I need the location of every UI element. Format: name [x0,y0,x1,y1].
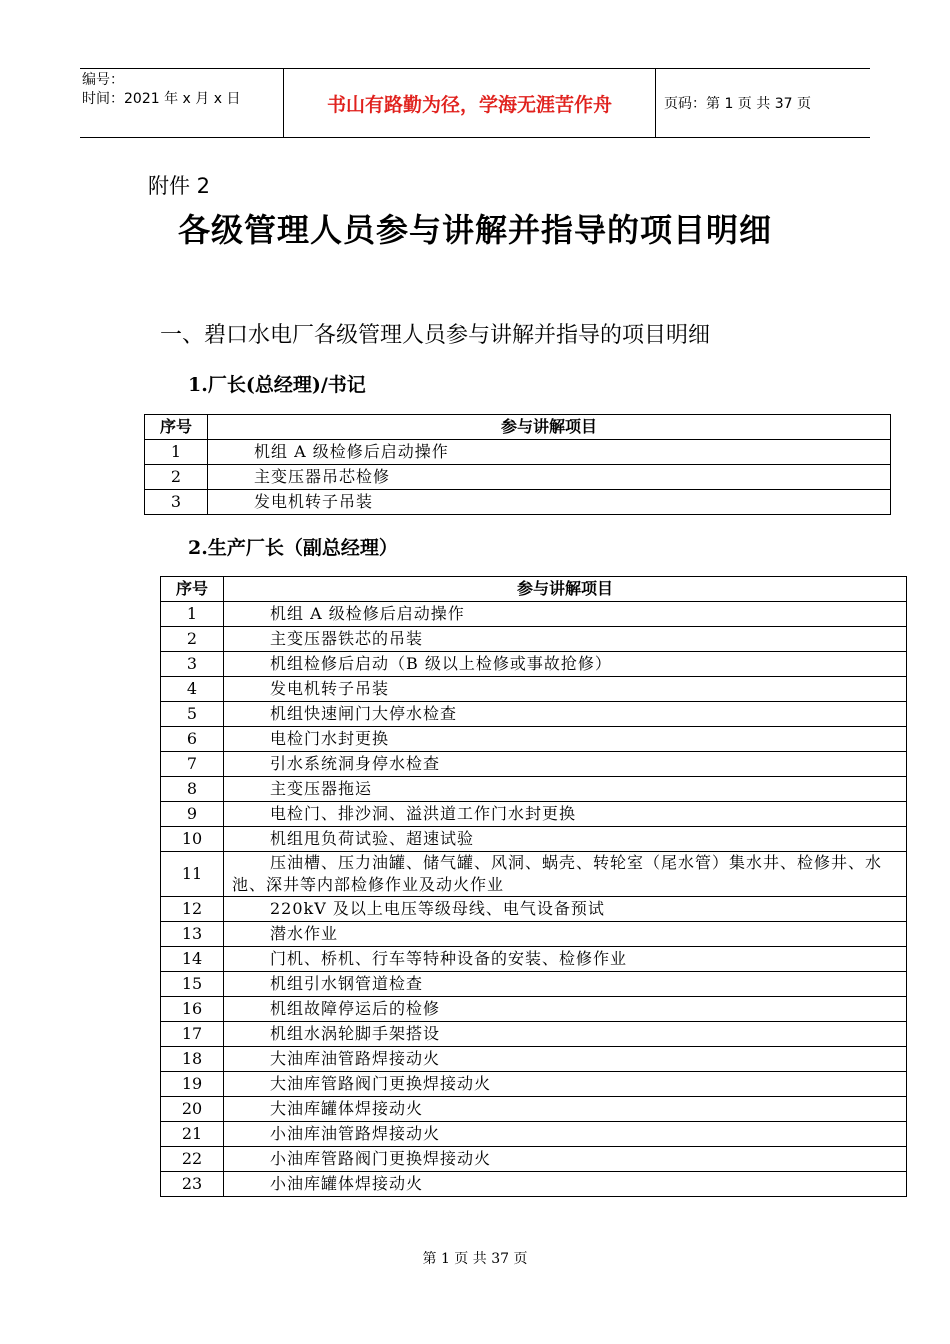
row-number: 14 [161,947,224,972]
table-header-row [161,577,907,602]
row-number: 2 [145,465,208,490]
table-row [161,777,907,802]
column-header-number: 序号 [145,415,208,440]
section-title: 一、碧口水电厂各级管理人员参与讲解并指导的项目明细 [160,323,711,348]
column-header-item: 参与讲解项目 [224,577,907,602]
row-number: 8 [161,777,224,802]
table-row [161,627,907,652]
row-number: 16 [161,997,224,1022]
table-row [161,1122,907,1147]
table-row [161,947,907,972]
table-row [161,1022,907,1047]
table-row [161,802,907,827]
table-row [161,752,907,777]
row-item: 机组快速闸门大停水检查 [224,702,907,727]
row-number: 13 [161,922,224,947]
row-item: 小油库罐体焊接动火 [224,1172,907,1197]
row-item: 主变压器铁芯的吊装 [224,627,907,652]
table-row [145,490,891,515]
row-item: 大油库罐体焊接动火 [224,1097,907,1122]
table-row [161,1172,907,1197]
row-number: 11 [161,852,224,897]
row-item: 压油槽、压力油罐、储气罐、风洞、蜗壳、转轮室（尾水管）集水井、检修井、水池、深井等内部检修作业及动火作业 [224,852,907,897]
row-number: 22 [161,1147,224,1172]
document-title: 各级管理人员参与讲解并指导的项目明细 [177,211,772,249]
row-item: 电检门、排沙洞、溢洪道工作门水封更换 [224,802,907,827]
table-production-director [160,576,907,1197]
table-row [161,852,907,897]
row-item: 220kV 及以上电压等级母线、电气设备预试 [224,897,907,922]
row-number: 6 [161,727,224,752]
table-row [161,652,907,677]
header-page-info: 页码：第 1 页 共 37 页 [664,96,811,112]
row-number: 12 [161,897,224,922]
table2-heading: 2.生产厂长（副总经理） [188,537,398,559]
row-number: 9 [161,802,224,827]
table-row [161,922,907,947]
row-item: 大油库油管路焊接动火 [224,1047,907,1072]
row-number: 1 [161,602,224,627]
row-item: 潜水作业 [224,922,907,947]
table-row [161,677,907,702]
page-header [80,68,870,138]
row-number: 4 [161,677,224,702]
row-item: 机组甩负荷试验、超速试验 [224,827,907,852]
row-number: 5 [161,702,224,727]
row-item: 发电机转子吊装 [224,677,907,702]
row-item: 小油库油管路焊接动火 [224,1122,907,1147]
table-row [161,702,907,727]
row-item: 机组水涡轮脚手架搭设 [224,1022,907,1047]
row-number: 10 [161,827,224,852]
table-row [161,897,907,922]
table1-heading: 1.厂长(总经理)/书记 [188,374,366,396]
row-item: 小油库管路阀门更换焊接动火 [224,1147,907,1172]
row-number: 3 [145,490,208,515]
row-number: 21 [161,1122,224,1147]
header-motto: 书山有路勤为径，学海无涯苦作舟 [283,69,656,137]
row-item: 发电机转子吊装 [208,490,891,515]
table-row [161,972,907,997]
row-item: 主变压器吊芯检修 [208,465,891,490]
row-number: 19 [161,1072,224,1097]
row-number: 3 [161,652,224,677]
row-number: 17 [161,1022,224,1047]
table-row [161,1072,907,1097]
document-number-label: 编号： [82,72,124,88]
annex-label: 附件 2 [148,174,211,198]
header-meta [82,71,282,109]
table-row [145,465,891,490]
row-number: 2 [161,627,224,652]
table-factory-director [144,414,891,515]
table-header-row [145,415,891,440]
document-time-label: 时间：2021 年 x 月 x 日 [82,91,241,107]
row-item: 门机、桥机、行车等特种设备的安装、检修作业 [224,947,907,972]
row-number: 20 [161,1097,224,1122]
row-item: 机组引水钢管道检查 [224,972,907,997]
table-row [161,827,907,852]
row-number: 15 [161,972,224,997]
table-row [145,440,891,465]
row-item: 主变压器拖运 [224,777,907,802]
row-number: 7 [161,752,224,777]
table-row [161,997,907,1022]
row-item: 电检门水封更换 [224,727,907,752]
row-number: 23 [161,1172,224,1197]
table-row [161,727,907,752]
table-row [161,1147,907,1172]
row-item: 机组检修后启动（B 级以上检修或事故抢修） [224,652,907,677]
row-item: 机组 A 级检修后启动操作 [208,440,891,465]
row-item: 机组 A 级检修后启动操作 [224,602,907,627]
table-row [161,1097,907,1122]
row-number: 1 [145,440,208,465]
row-item: 机组故障停运后的检修 [224,997,907,1022]
page-footer: 第 1 页 共 37 页 [422,1251,528,1267]
row-number: 18 [161,1047,224,1072]
row-item: 大油库管路阀门更换焊接动火 [224,1072,907,1097]
column-header-item: 参与讲解项目 [208,415,891,440]
table-row [161,602,907,627]
column-header-number: 序号 [161,577,224,602]
table-row [161,1047,907,1072]
row-item: 引水系统洞身停水检查 [224,752,907,777]
